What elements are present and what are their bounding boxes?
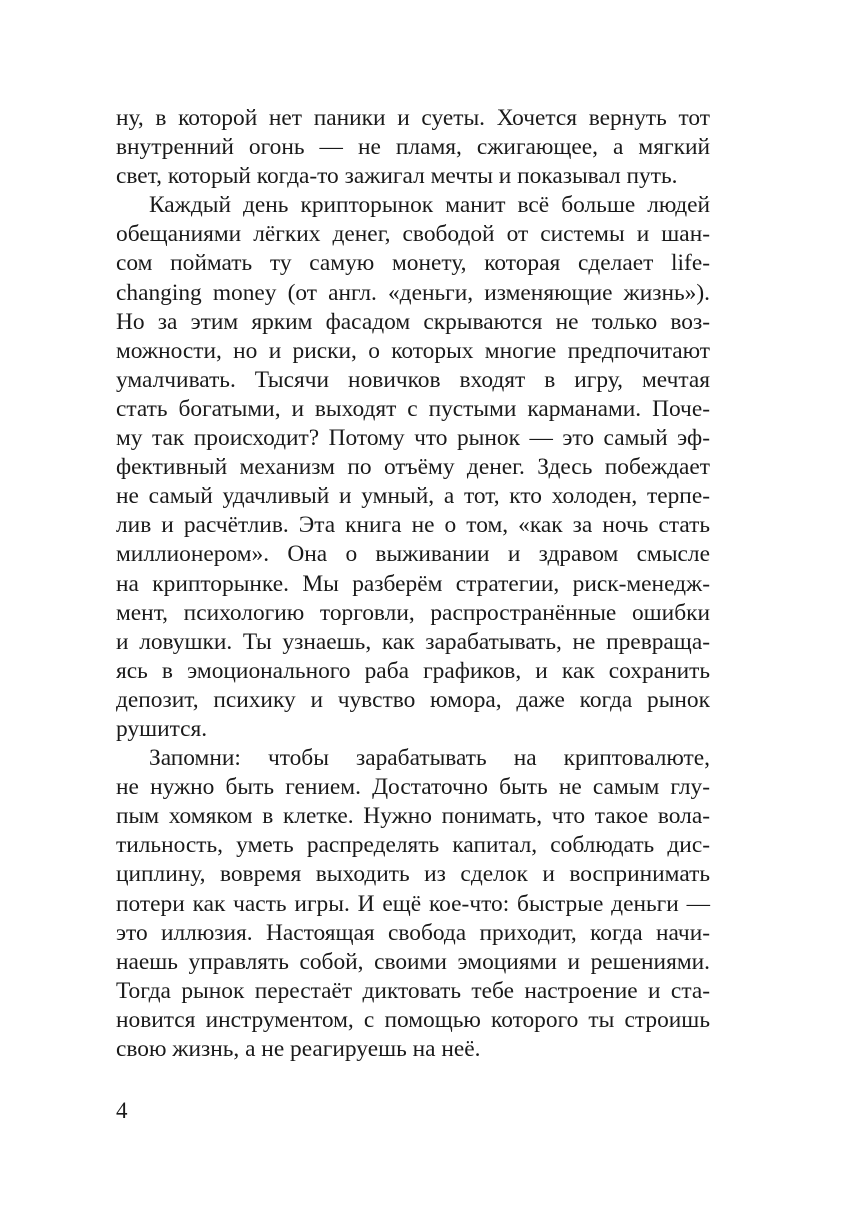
text-line: и ловушки. Ты узнаешь, как зарабатывать, не превраща- [116,628,710,655]
text-line: внутренний огонь — не пламя, сжигающее, а мягкий [116,134,710,161]
text-line: Но за этим ярким фасадом скрываются не только воз- [116,308,710,335]
text-line: свет, который когда-то зажигал мечты и показывал путь. [116,163,678,190]
text-line: лив и расчётлив. Эта книга не о том, «как за ночь стать [116,512,710,539]
text-line: Тогда рынок перестаёт диктовать тебе настроение и ста- [116,977,710,1004]
text-line: не нужно быть гением. Достаточно быть не самым глу- [116,774,710,801]
text-line: мент, психологию торговли, распространённые ошибки [116,599,710,626]
text-line: сом поймать ту самую монету, которая сделает life- [116,250,710,277]
text-line: му так происходит? Потому что рынок — это самый эф- [116,425,710,452]
page-number: 4 [116,1098,128,1123]
text-line: рушится. [116,715,208,742]
text-line: миллионером». Она о выживании и здравом смысле [116,541,710,568]
text-line: стать богатыми, и выходят с пустыми карманами. Поче- [116,395,710,422]
text-line: потери как часть игры. И ещё кое-что: быстрые деньги — [116,890,710,917]
text-line: депозит, психику и чувство юмора, даже когда рынок [116,686,710,713]
text-line: циплину, вовремя выходить из сделок и воспринимать [116,861,710,888]
text-line: на крипторынке. Мы разберём стратегии, риск-менедж- [116,570,710,597]
text-line: фективный механизм по отъёму денег. Здесь побеждает [116,454,710,481]
text-line: Каждый день крипторынок манит всё больше людей [149,192,710,219]
text-line: пым хомяком в клетке. Нужно понимать, что такое вола- [116,803,710,830]
text-line: changing money (от англ. «деньги, изменяющие жизнь»). [116,279,710,306]
text-line: умалчивать. Тысячи новичков входят в игру, мечтая [116,366,710,393]
text-line: можности, но и риски, о которых многие предпочитают [116,337,710,364]
text-line: новится инструментом, с помощью которого ты строишь [116,1006,710,1033]
text-line: обещаниями лёгких денег, свободой от системы и шан- [116,221,710,248]
body-text [116,104,710,1064]
text-line: наешь управлять собой, своими эмоциями и решениями. [116,948,710,975]
text-line: тильность, уметь распределять капитал, соблюдать дис- [116,832,710,859]
text-line: Запомни: чтобы зарабатывать на криптовалюте, [149,745,710,772]
text-line: ну, в которой нет паники и суеты. Хочется вернуть тот [116,105,710,131]
text-line: ясь в эмоционального раба графиков, и как сохранить [116,657,710,684]
text-line: свою жизнь, а не реагируешь на неё. [116,1036,481,1062]
text-line: это иллюзия. Настоящая свобода приходит, когда начи- [116,919,710,946]
text-line: не самый удачливый и умный, а тот, кто холоден, терпе- [116,483,710,510]
